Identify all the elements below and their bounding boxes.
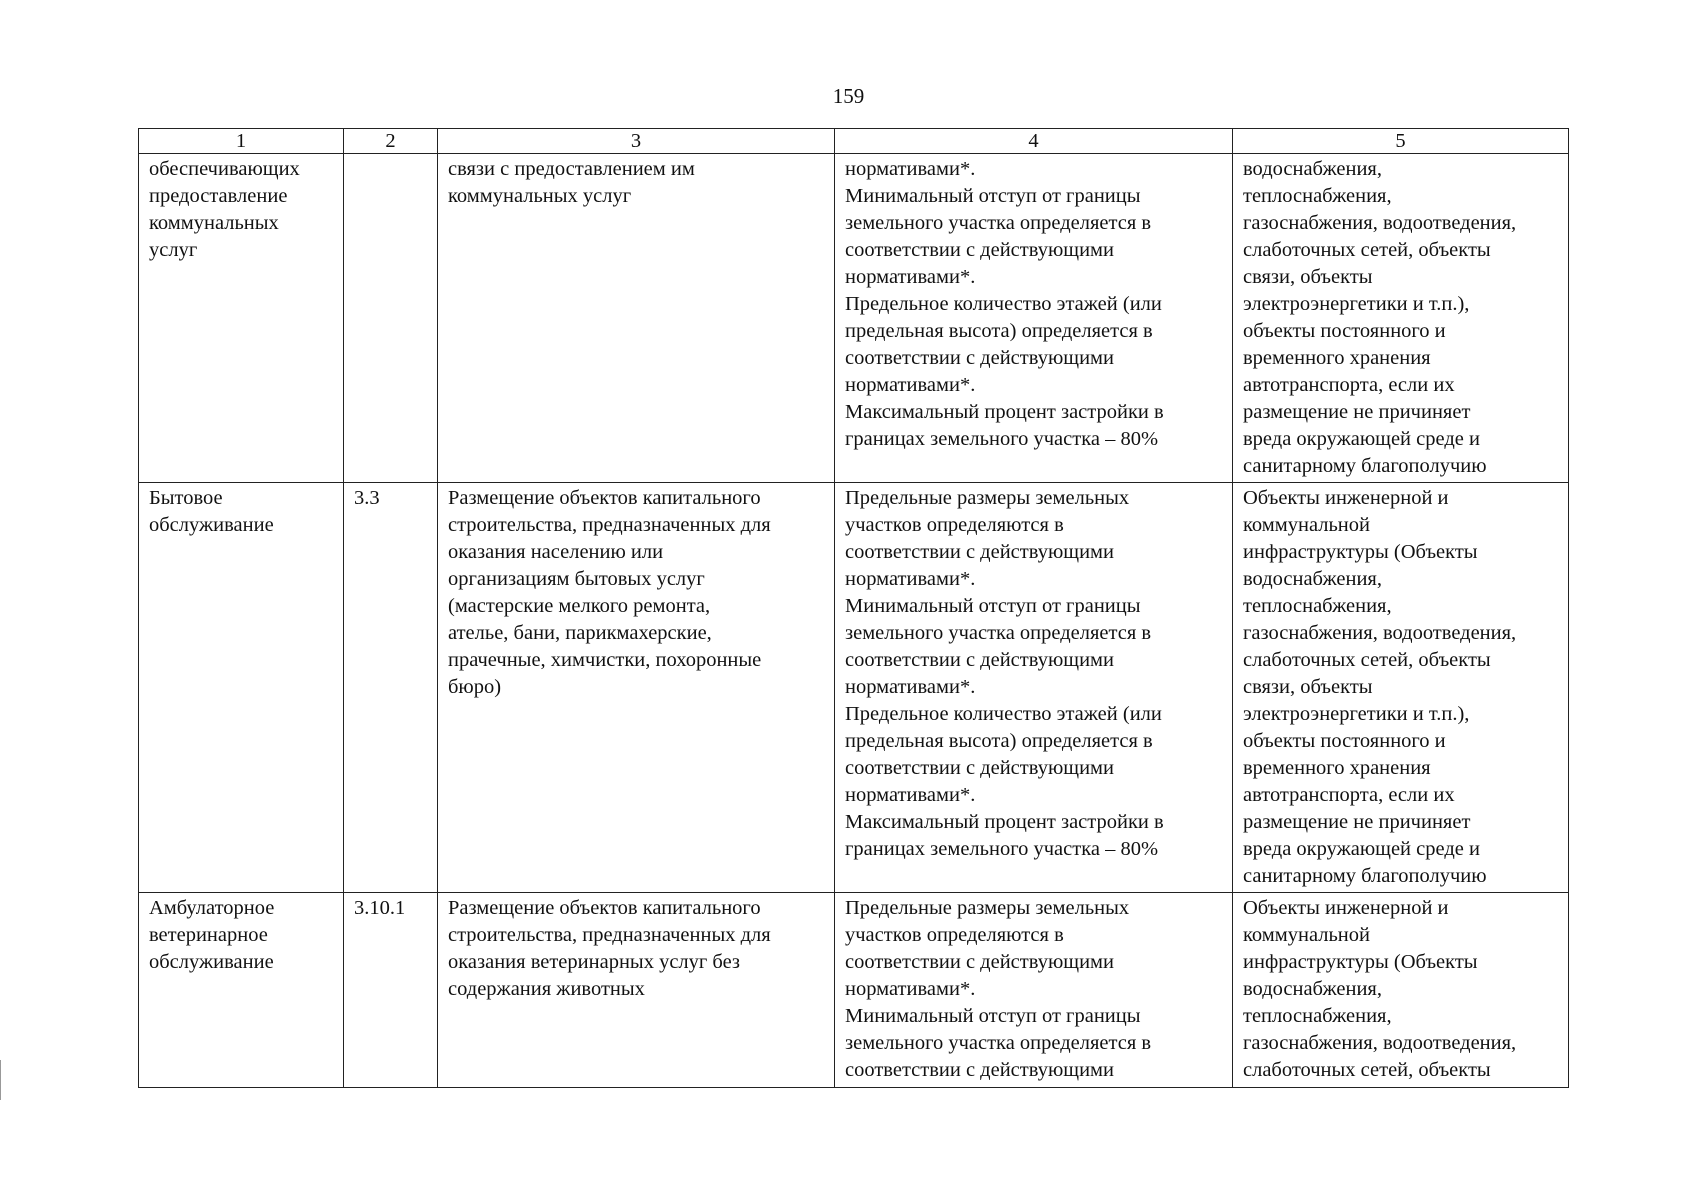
auxiliary-uses-cell: [1233, 154, 1569, 483]
use-name-cell: [139, 893, 344, 1088]
table-row: [139, 483, 1569, 893]
table-row: [139, 154, 1569, 483]
use-code-cell: [344, 483, 438, 893]
use-parameters-cell: [835, 154, 1233, 483]
use-parameters: нормативами*. Минимальный отступ от границы земельного участка определяется в соответствии с действующими нормативами*. Предельное количество этажей (или предельная высота) определяется в соответствии с действующими нормативами*. Максимальный процент застройки в границах земельного участка – 80%: [845, 158, 1164, 450]
page-number: 159: [832, 84, 865, 108]
header-col-1: 1: [139, 129, 344, 154]
use-parameters-cell: [835, 893, 1233, 1088]
table-header: [139, 129, 1569, 154]
use-description-cell: [438, 483, 835, 893]
table-body: [139, 154, 1569, 1088]
use-name-cell: [139, 154, 344, 483]
use-description: связи с предоставлением им коммунальных услуг: [448, 158, 695, 207]
use-description: Размещение объектов капитального строительства, предназначенных для оказания населению или организациям бытовых услуг (мастерские мелкого ремонта, ателье, бани, парикмахерские, прачечные, химчистки, похоронные бюро): [448, 487, 771, 698]
table-row: [139, 893, 1569, 1088]
use-code-cell: [344, 893, 438, 1088]
header-col-3: 3: [438, 129, 835, 154]
use-code: 3.3: [354, 487, 380, 509]
use-parameters-cell: [835, 483, 1233, 893]
header-row: [139, 129, 1569, 154]
auxiliary-uses: Объекты инженерной и коммунальной инфраструктуры (Объекты водоснабжения, теплоснабжения, газоснабжения, водоотведения, слаботочных сетей, объекты связи, объекты электроэнергетики и т.п.), объекты постоянного и временного хранения автотранспорта, если их размещение не причиняет вреда окружающей среде и санитарному благополучию: [1243, 487, 1517, 887]
use-name: Амбулаторное ветеринарное обслуживание: [149, 897, 275, 973]
header-col-5: 5: [1233, 129, 1569, 154]
header-col-2: 2: [344, 129, 438, 154]
scan-edge-mark: [0, 1060, 9, 1100]
use-code-cell: [344, 154, 438, 483]
header-col-4: 4: [835, 129, 1233, 154]
use-name: Бытовое обслуживание: [149, 487, 274, 536]
use-name: обеспечивающих предоставление коммунальных услуг: [149, 158, 300, 261]
auxiliary-uses: Объекты инженерной и коммунальной инфраструктуры (Объекты водоснабжения, теплоснабжения, газоснабжения, водоотведения, слаботочных сетей, объекты: [1243, 897, 1517, 1081]
use-parameters: Предельные размеры земельных участков определяются в соответствии с действующими нормативами*. Минимальный отступ от границы земельного участка определяется в соответствии с действующими: [845, 897, 1152, 1081]
use-description: Размещение объектов капитального строительства, предназначенных для оказания ветеринарных услуг без содержания животных: [448, 897, 771, 1000]
use-parameters: Предельные размеры земельных участков определяются в соответствии с действующими нормативами*. Минимальный отступ от границы земельного участка определяется в соответствии с действующими нормативами*. Предельное количество этажей (или предельная высота) определяется в соответствии с действующими нормативами*. Максимальный процент застройки в границах земельного участка – 80%: [845, 487, 1164, 860]
use-description-cell: [438, 893, 835, 1088]
use-name-cell: [139, 483, 344, 893]
auxiliary-uses: водоснабжения, теплоснабжения, газоснабжения, водоотведения, слаботочных сетей, объекты связи, объекты электроэнергетики и т.п.), объекты постоянного и временного хранения автотранспорта, если их размещение не причиняет вреда окружающей среде и санитарному благополучию: [1243, 158, 1517, 477]
auxiliary-uses-cell: [1233, 483, 1569, 893]
use-description-cell: [438, 154, 835, 483]
zoning-table: [138, 128, 1569, 1088]
use-code: 3.10.1: [354, 897, 406, 919]
auxiliary-uses-cell: [1233, 893, 1569, 1088]
